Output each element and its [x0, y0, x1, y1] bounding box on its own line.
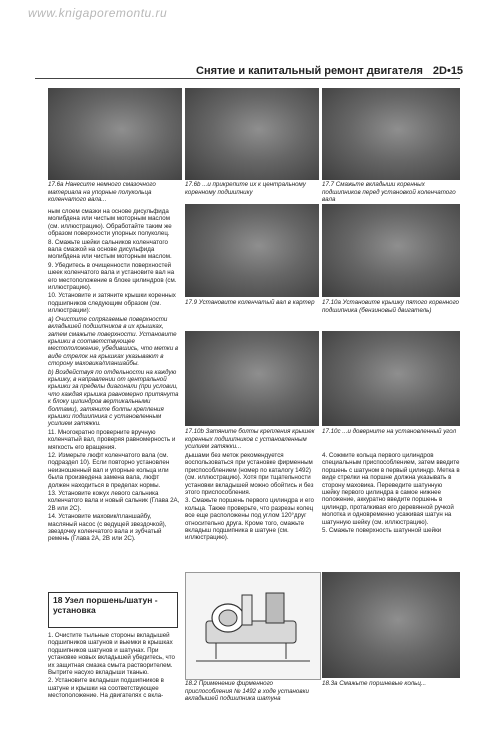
- section-18-title: 18 Узел поршень/шатун - установка: [53, 595, 158, 615]
- paragraph: 12. Измерьте люфт коленчатого вала (см. подраздел 10). Если повторно установлен неизношенный вал и упорные кольца или была произведена замена вала, люфт должен находиться в пределах нормы.: [48, 452, 170, 489]
- connecting-rod-drawing: [186, 573, 320, 679]
- paragraph: 2. Установите вкладыши подшипников в шатуне и крышки на соответствующее местоположение. На двигателях с вкла-: [48, 677, 164, 700]
- page-number: 2D•15: [432, 65, 464, 77]
- paragraph: 11. Многократно проверните вручную коленчатый вал, проверяя равномерность и мягкость его вращения.: [48, 428, 176, 451]
- paragraph: 10. Установите и затяните крышки коренных подшипников следующим образом (см. иллюстрации):: [48, 292, 176, 315]
- paragraph: 13. Установите кожух левого сальника коленчатого вала и новый сальник (Глава 2A, 2B или 2C).: [48, 490, 180, 512]
- illustration-18-2: [185, 572, 321, 680]
- photo-17-9: [185, 204, 319, 297]
- watermark: www.knigaporemontu.ru: [28, 6, 168, 20]
- caption-17-10c: 17.10c ...и доверните на установленный угол: [322, 428, 457, 435]
- page-header-title: Снятие и капитальный ремонт двигателя: [196, 65, 423, 77]
- photo-17-6b: [185, 88, 319, 180]
- paragraph: дышами без меток рекомендуется воспользоваться при установке фирменным приспособлением (номер по каталогу 1492) (см. иллюстрацию). Хотя при тщательности установки вкладышей можно обойтись и без этого приспособления.: [185, 452, 314, 497]
- photo-17-10b: [185, 331, 319, 426]
- caption-17-6a: 17.6a Нанесите немного смазочного материала на упорные полукольца коленчатого вала...: [48, 181, 156, 204]
- section-18-text: [48, 632, 180, 701]
- paragraph: 4. Сожмите кольца первого цилиндров специальным приспособлением, затем введите поршень с шатуном в первый цилиндр. Метка в виде стрелки на поршне должна указывать в сторону маховика. Переведите шатунную шейку первого цилиндра в самое нижнее положение, аккуратно введите поршень в цилиндр, проталкивая его деревянной ручкой молотка и одновременно усаживая шатун на шатунную шейку (см. иллюстрацию).: [322, 452, 460, 526]
- caption-18-3a: 18.3a Смажьте поршневые кольц...: [322, 680, 427, 687]
- caption-17-10b: 17.10b Затяните болты крепления крышек коренных подшипников с установленным усилием затяжки...: [185, 428, 315, 451]
- paragraph: b) Воздействуя по отдельности на каждую крышку, в направлении от центральной крышки за пределы диагонали (при условии, что каждая крышка равномерно притянута к блоку цилиндров вертикальными болтами), затяните болты крепления крышки подшипника с установленным усилием затяжки.: [48, 368, 179, 428]
- caption-17-10a: 17.10a Установите крышку пятого коренного подшипника (бензиновый двигатель): [322, 299, 459, 314]
- caption-17-7: 17.7 Смажьте вкладыши коренных подшипников перед установкой коленчатого вала: [322, 181, 456, 204]
- column-1-text: [48, 208, 180, 544]
- header-rule: [35, 78, 460, 79]
- page-header: [196, 65, 463, 77]
- photo-17-7: [322, 88, 460, 180]
- paragraph: 1. Очистите тыльные стороны вкладышей подшипников шатунов и выемки в крышках подшипников шатунов и шатунах. При установке новых вкладышей убедитесь, что их защитная смазка смыта растворителем. Вытрите насухо вкладыши тканью.: [48, 632, 175, 677]
- paragraph: 8. Смажьте шейки сальников коленчатого вала смазкой на основе дисульфида молибдена или чистым моторным маслом.: [48, 238, 172, 261]
- caption-18-2: 18.2 Применение фирменного приспособления № 1492 в ходе установки вкладышей подшипника шатуна: [185, 680, 309, 703]
- caption-17-6b: 17.6b ...и прикрепите их к центральному коренному подшипнику: [185, 181, 306, 196]
- caption-17-9: 17.9 Установите коленчатый вал в картер: [185, 299, 315, 306]
- paragraph: a) Очистите сопрягаемые поверхности вкладышей подшипников в их крышках, затем смажьте поверхности. Установите крышки в соответствующее местоположение, убедившись, что метки в виде стрелок на крышках указывают в сторону маховика/планшайбы.: [48, 315, 179, 368]
- section-18-heading-box: [48, 592, 178, 628]
- paragraph: 3. Смажьте поршень первого цилиндра и его кольца. Также проверьте, что разрезы колец все еще расположены под углом 120°друг относительно друга. Кроме того, смажьте вкладыш подшипника в шатуне (см. иллюстрацию).: [185, 497, 314, 542]
- photo-17-6a: [48, 88, 182, 180]
- paragraph: ным слоем смазки на основе дисульфида молибдена или чистым моторным маслом (см. иллюстрацию). Обработайте таким же образом поверхности упорных полуколец.: [48, 208, 172, 238]
- paragraph: 5. Смажьте поверхность шатунной шейки: [322, 527, 442, 535]
- paragraph: 9. Убедитесь в очищенности поверхностей шеек коленчатого вала и установите вал на его местоположение в блоке цилиндров (см. иллюстрацию).: [48, 261, 177, 292]
- paragraph: 14. Установите маховик/планшайбу, масляный насос (с ведущей звездочкой), звездочку коленчатого вала и зубчатый ремень (Глава 2A, 2B или 2C).: [48, 513, 167, 543]
- photo-17-10c: [322, 331, 460, 426]
- photo-17-10a: [322, 204, 460, 297]
- column-2-text: [185, 452, 317, 543]
- photo-18-3a: [322, 572, 460, 678]
- column-3-text: [322, 452, 460, 535]
